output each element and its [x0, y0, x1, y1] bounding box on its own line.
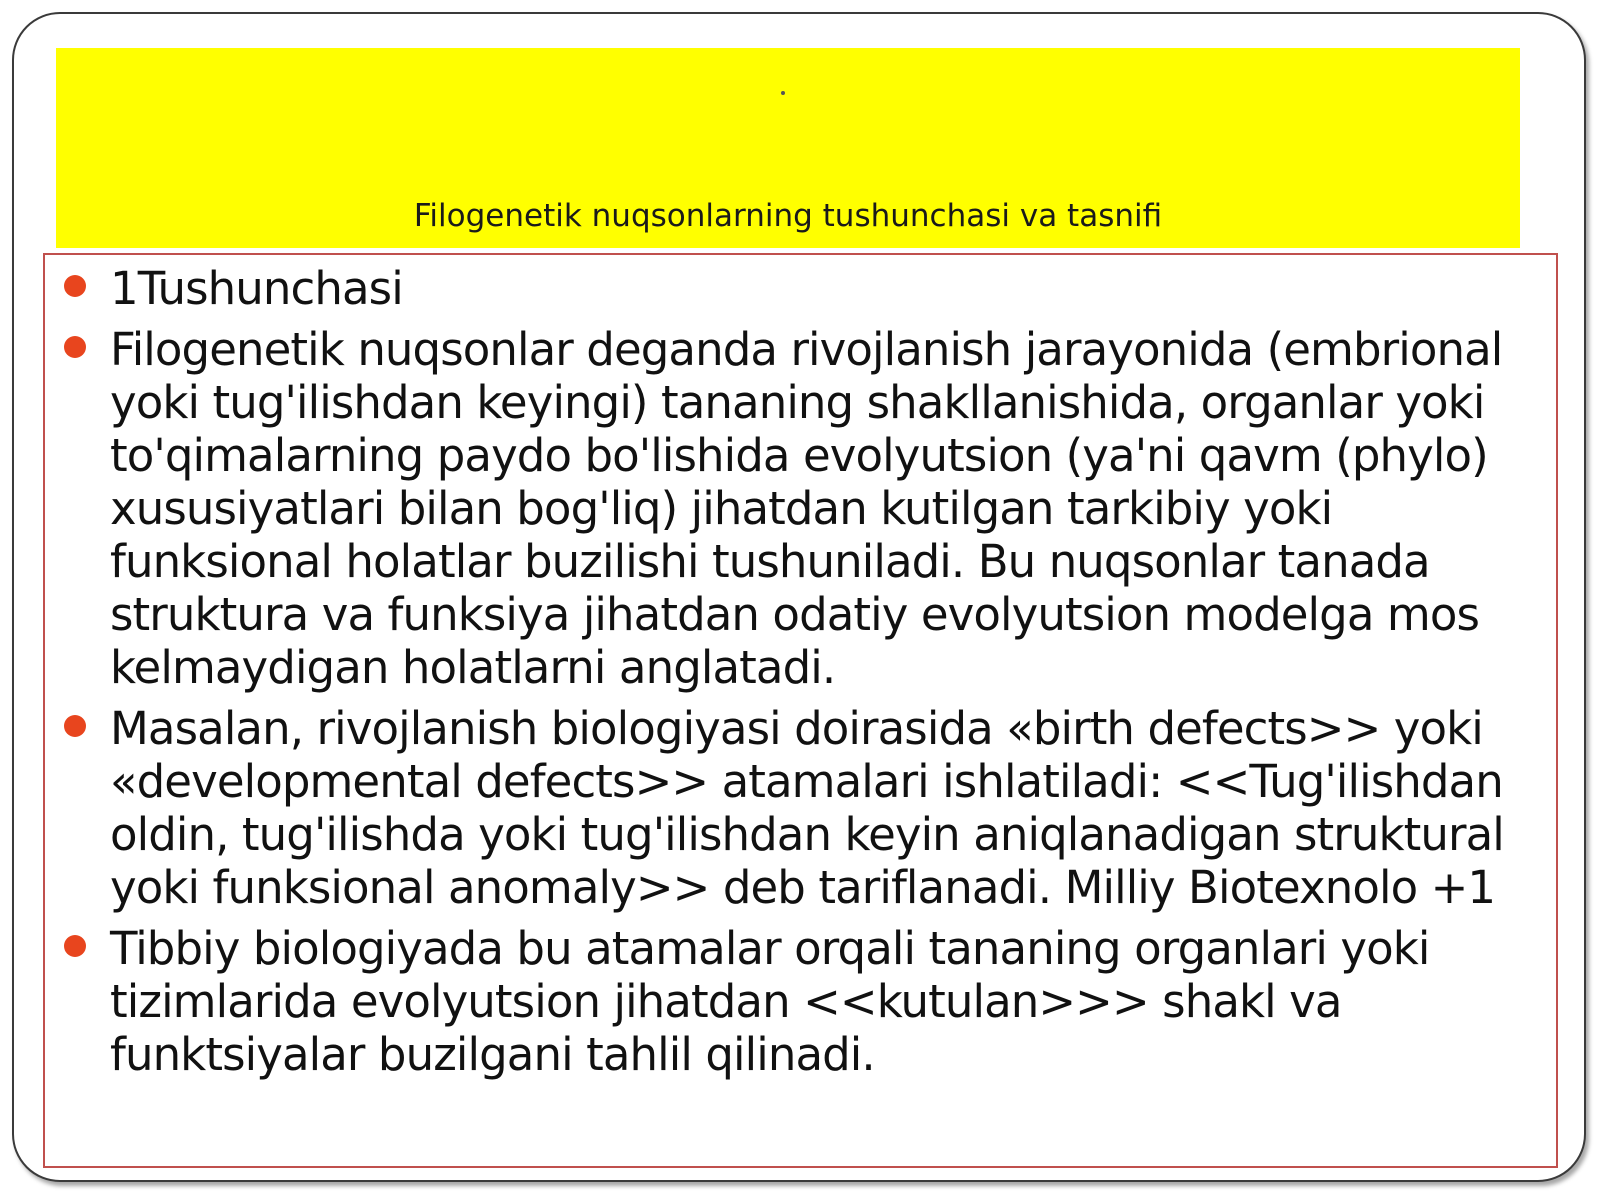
- bullet-text: Tibbiy biologiyada bu atamalar orqali tananing organlari yoki tizimlarida evolyutsion jihatdan <<kutulan>>> shakl va funktsiyalar buzilgani tahlil qilinadi.: [110, 922, 1430, 1081]
- slide-title: Filogenetik nuqsonlarning tushunchasi va tasnifi: [413, 198, 1163, 234]
- bullet-item-example: [64, 702, 1544, 914]
- title-placeholder-dot: [781, 91, 785, 95]
- bullet-dot-icon: [64, 336, 86, 358]
- bullet-text: Masalan, rivojlanish biologiyasi doirasida «birth defects>> yoki «developmental defects>> atamalari ishlatiladi: <<Tug'ilishdan oldin, tug'ilishda yoki tug'ilishdan keyin aniqlanadigan struktural yoki funksional anomaly>> deb tariflanadi. Milliy Biotexnolo +1: [110, 702, 1504, 914]
- bullet-item-medical: [64, 922, 1544, 1081]
- bullet-dot-icon: [64, 275, 86, 297]
- bullet-text: Filogenetik nuqsonlar deganda rivojlanish jarayonida (embrional yoki tug'ilishdan keyingi) tananing shakllanishida, organlar yoki to'qimalarning paydo bo'lishida evolyutsion (ya'ni qavm (phylo) xususiyatlari bilan bog'liq) jihatdan kutilgan tarkibiy yoki funksional holatlar buzilishi tushuniladi. Bu nuqsonlar tanada struktura va funksiya jihatdan odatiy evolyutsion modelga mos kelmaydigan holatlarni anglatadi.: [110, 323, 1503, 694]
- bullet-dot-icon: [64, 715, 86, 737]
- bullet-item-definition: [64, 323, 1544, 694]
- bullet-text: 1Tushunchasi: [110, 262, 403, 315]
- bullet-list: [64, 262, 1544, 1089]
- bullet-item-concept: [64, 262, 1544, 315]
- bullet-dot-icon: [64, 935, 86, 957]
